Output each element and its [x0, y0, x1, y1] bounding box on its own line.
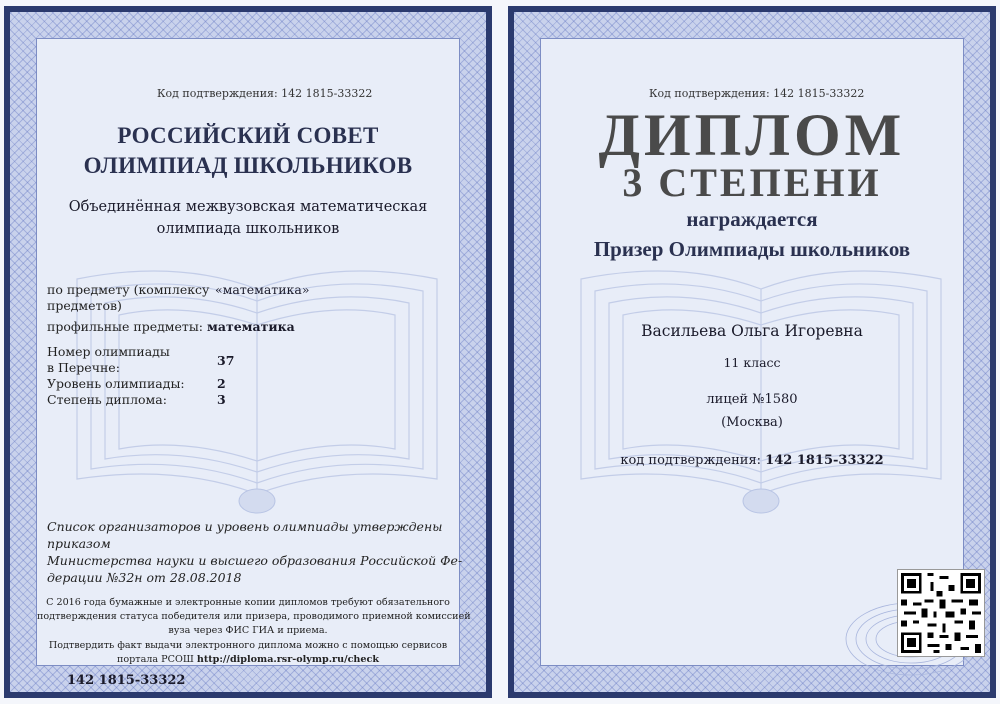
olympiad-name-line1: Объединённая межвузовская математическая — [68, 199, 428, 215]
note-line5-prefix: портала РСОШ — [116, 654, 194, 665]
degree-value: 3 — [217, 392, 226, 407]
number-value: 37 — [217, 353, 235, 368]
degree-label: Степень диплома: — [47, 392, 167, 407]
council-title-line1: РОССИЙСКИЙ СОВЕТ — [117, 123, 379, 148]
school-city: (Москва) — [721, 415, 783, 430]
check-portal-link[interactable]: http://diploma.rsr-olymp.ru/check — [196, 654, 380, 665]
prize-title: Призер Олимпиады школьников — [593, 237, 911, 261]
note-line5 — [37, 654, 459, 665]
note-line1: С 2016 года бумажные и электронные копии дипломов требуют обязательного — [46, 597, 450, 608]
right-diploma-page — [508, 6, 996, 698]
level-value: 2 — [217, 376, 226, 391]
student-name: Васильева Ольга Игоревна — [641, 322, 863, 340]
serial-number: 142 1815-33322 — [67, 673, 186, 688]
open-book-watermark-icon — [561, 249, 961, 519]
order-text-line4: дерации №32н от 28.08.2018 — [47, 570, 242, 585]
left-diploma-page — [4, 6, 492, 698]
student-grade: 11 класс — [723, 355, 781, 370]
subject-value: «математика» — [215, 282, 310, 297]
confirmation-code-bottom — [541, 453, 963, 468]
subject-label-line2: предметов) — [47, 298, 122, 313]
order-text-line2: приказом — [47, 536, 111, 551]
council-title-line2: ОЛИМПИАД ШКОЛЬНИКОВ — [83, 153, 413, 178]
diploma-title: ДИПЛОМ — [598, 102, 906, 168]
code-value: 142 1815-33322 — [765, 453, 884, 468]
note-line3: вуза через ФИС ГИА и приема. — [168, 625, 328, 636]
number-label-line2: в Перечне: — [47, 360, 120, 375]
code-label: код подтверждения: — [620, 453, 762, 468]
guilloche-border — [10, 12, 486, 692]
confirmation-code-top-right: Код подтверждения: 142 1815-33322 — [649, 87, 865, 100]
left-page-body — [36, 38, 471, 688]
confirmation-code-top: Код подтверждения: 142 1815-33322 — [157, 87, 373, 100]
right-page-body — [540, 38, 964, 666]
subject-label-line1: по предмету (комплексу — [47, 282, 210, 297]
order-text-line1: Список организаторов и уровень олимпиады утверждены — [47, 519, 443, 534]
awarded-text: награждается — [686, 207, 818, 231]
note-line4: Подтвердить факт выдачи электронного диплома можно с помощью сервисов — [48, 640, 448, 651]
profile-value: математика — [207, 319, 295, 334]
number-label-line1: Номер олимпиады — [47, 344, 170, 359]
diploma-degree: 3 СТЕПЕНИ — [622, 160, 882, 205]
school-name: лицей №1580 — [706, 392, 798, 407]
note-line2: подтверждения статуса победителя или призера, проводимого приемной комиссией — [37, 611, 471, 622]
level-label: Уровень олимпиады: — [47, 376, 185, 391]
olympiad-name-line2: олимпиада школьников — [156, 221, 340, 237]
qr-code-icon[interactable] — [897, 569, 985, 657]
profile-label: профильные предметы: — [47, 319, 203, 334]
order-text-line3: Министерства науки и высшего образования Российской Фе- — [47, 553, 463, 568]
guilloche-border-right — [514, 12, 990, 692]
